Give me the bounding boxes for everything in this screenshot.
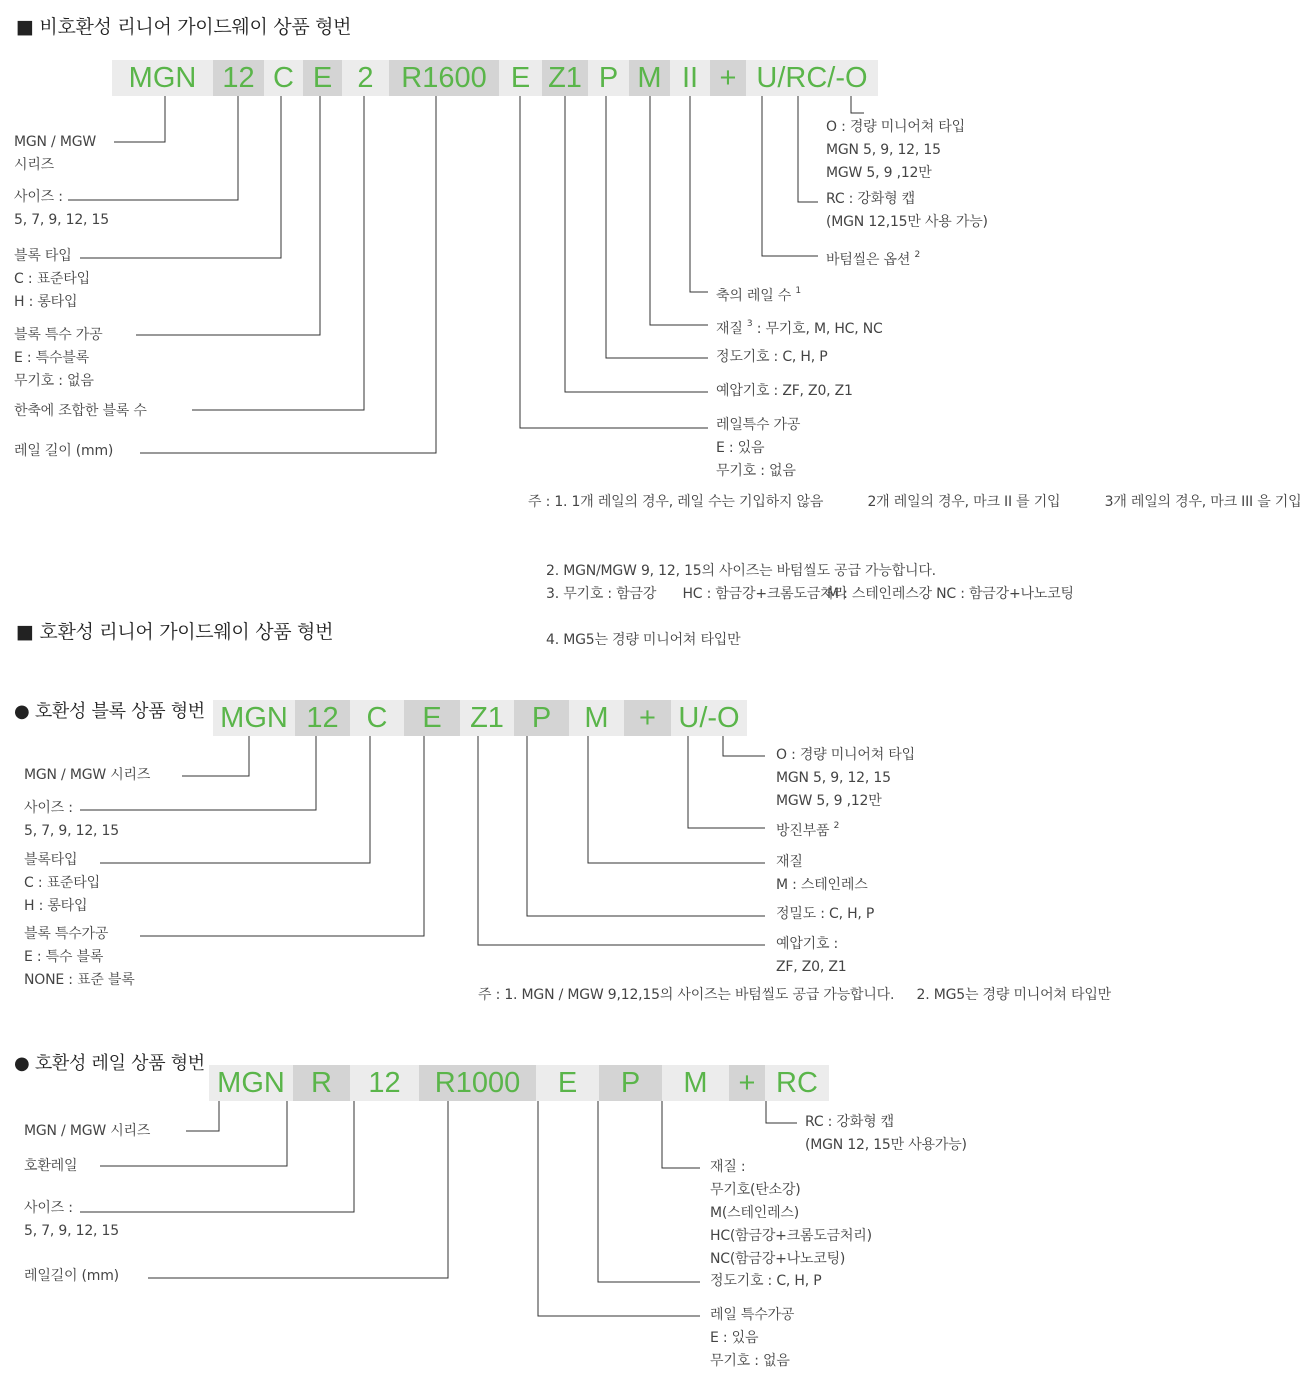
rail-subtitle: ● 호환성 레일 상품 형번 [14,1053,205,1074]
rail-label-series: MGN / MGW 시리즈 [24,1123,151,1139]
code-rail-qty: II [670,60,710,96]
rail-code-r: R [293,1065,350,1101]
label-series: MGN / MGW 시리즈 [14,134,96,173]
note-3-right: M : 스테인레스강 NC : 함금강+나노코팅 [827,586,1074,602]
rail-code-plus: + [729,1065,765,1101]
rail-label-length: 레일길이 (mm) [24,1268,119,1284]
block-code-options: U/-O [671,700,747,736]
rail-code-special: E [536,1065,599,1101]
label-rail-qty: 축의 레일 수 $^1$ [716,286,801,304]
rail-code-mgn: MGN [209,1065,293,1101]
block-code-special: E [404,700,460,736]
section2-title: ■ 호환성 리니어 가이드웨이 상품 형번 [16,621,334,643]
code-mgn: MGN [112,60,213,96]
block-label-precision: 정밀도 : C, H, P [776,906,875,922]
rail-code-rc: RC [765,1065,829,1101]
rail-label-rc: RC : 강화형 캡 (MGN 12, 15만 사용가능) [805,1114,967,1153]
block-code-preload: Z1 [460,700,514,736]
block-label-material: 재질 M : 스테인레스 [776,854,868,893]
block-label-o-type: O : 경량 미니어쳐 타입 MGN 5, 9, 12, 15 MGW 5, 9 ,12만 [776,747,915,809]
rail-code-precision: P [599,1065,662,1101]
block-label-preload: 예압기호 : ZF, Z0, Z1 [776,936,847,975]
block-notes: 주 : 1. MGN / MGW 9,12,15의 사이즈는 바텀씰도 공급 가능합니다. 2. MG5는 경량 미니어쳐 타입만 [478,987,1111,1003]
code-material: M [629,60,670,96]
code-block-count: 2 [342,60,389,96]
code-rail-length: R1600 [389,60,499,96]
code-plus: + [710,60,746,96]
block-code-size: 12 [295,700,350,736]
label-rc: RC : 강화형 캡 (MGN 12,15만 사용 가능) [826,191,988,230]
block-label-special: 블록 특수가공 E : 특수 블록 NONE : 표준 블록 [24,926,135,988]
note-4: 4. MG5는 경량 미니어쳐 타입만 [546,632,741,648]
code-precision: P [588,60,629,96]
block-subtitle: ● 호환성 블록 상품 형번 [14,701,205,722]
block-label-type: 블록타입 C : 표준타입 H : 롱타입 [24,852,100,914]
label-size: 사이즈 : 5, 7, 9, 12, 15 [14,189,109,228]
note-3: 3. 무기호 : 함금강 HC : 함금강+크롬도금처리 [546,586,847,602]
note-2: 2. MGN/MGW 9, 12, 15의 사이즈는 바텀씰도 공급 가능합니다. [546,563,936,579]
label-block-type: 블록 타입 C : 표준타입 H : 롱타입 [14,248,90,310]
rail-label-precision: 정도기호 : C, H, P [710,1273,822,1289]
block-code-type: C [350,700,404,736]
label-block-count: 한축에 조합한 블록 수 [14,403,147,419]
block-label-u: 방진부품 $^2$ [776,821,840,839]
code-size: 12 [213,60,264,96]
code-rail-special: E [499,60,542,96]
label-o-type: O : 경량 미니어쳐 타입 MGN 5, 9, 12, 15 MGW 5, 9 ,12만 [826,119,965,181]
code-preload: Z1 [542,60,588,96]
rail-label-size: 사이즈 : 5, 7, 9, 12, 15 [24,1200,119,1239]
label-rail-special: 레일특수 가공 E : 있음 무기호 : 없음 [716,417,801,479]
label-material: 재질 $^3$ : 무기호, M, HC, NC [716,319,883,337]
label-u: 바텀씰은 옵션 $^2$ [826,250,920,268]
block-code-mgn: MGN [213,700,295,736]
block-code-plus: + [624,700,671,736]
code-block-special: E [303,60,342,96]
label-preload: 예압기호 : ZF, Z0, Z1 [716,383,853,399]
label-rail-length: 레일 길이 (mm) [14,443,114,459]
section1-title: ■ 비호환성 리니어 가이드웨이 상품 형번 [16,16,352,38]
rail-label-material: 재질 : 무기호(탄소강) M(스테인레스) HC(함금강+크롬도금처리) NC(함금강+나노코팅) [710,1159,872,1267]
rail-label-rail: 호환레일 [24,1158,78,1174]
rail-code-size: 12 [350,1065,419,1101]
block-label-series: MGN / MGW 시리즈 [24,767,151,783]
label-block-special: 블록 특수 가공 E : 특수블록 무기호 : 없음 [14,327,103,389]
block-label-size: 사이즈 : 5, 7, 9, 12, 15 [24,800,119,839]
block-code-material: M [569,700,624,736]
label-precision: 정도기호 : C, H, P [716,349,828,365]
note-1: 주 : 1. 1개 레일의 경우, 레일 수는 기입하지 않음 2개 레일의 경우, 마크 II 를 기입 3개 레일의 경우, 마크 III 을 기입 [528,494,1301,510]
rail-label-special: 레일 특수가공 E : 있음 무기호 : 없음 [710,1307,795,1369]
code-options: U/RC/-O [746,60,878,96]
block-code-precision: P [514,700,569,736]
rail-code-material: M [662,1065,729,1101]
rail-code-length: R1000 [419,1065,536,1101]
code-block-type: C [264,60,303,96]
